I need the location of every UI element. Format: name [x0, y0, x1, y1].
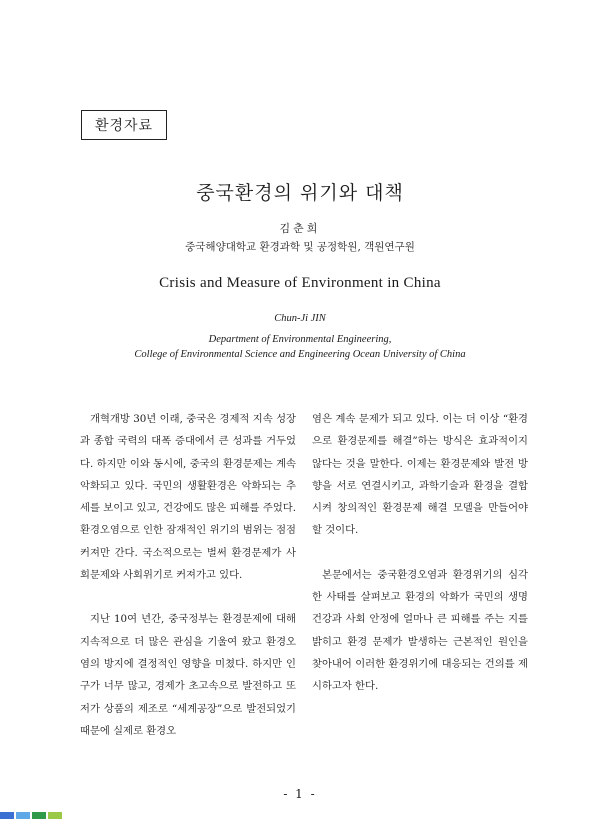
body-column-right: [312, 408, 528, 698]
body-paragraph: 본문에서는 중국환경오염과 환경위기의 심각한 사태를 살펴보고 환경의 악화가 국민의 생명건강과 사회 안정에 얼마나 큰 피해를 주는 지를 밝히고 환경 문제가 발생하는 근본적인 원인을 찾아내어 이러한 환경위기에 대응되는 건의를 제시하고자 한다.: [312, 568, 528, 693]
department-english: Department of Environmental Engineering,: [208, 334, 392, 345]
author-name-english: Chun-Ji JIN: [274, 313, 326, 324]
body-column-left: [80, 408, 296, 742]
page-number: - 1 -: [283, 787, 317, 801]
footer-color-bar: [0, 812, 70, 819]
footer-swatch: [0, 812, 14, 819]
body-paragraph: 개혁개방 30년 이래, 중국은 경제적 지속 성장과 종합 국력의 대폭 증대에서 큰 성과를 거두었다. 하지만 이와 동시에, 중국의 환경문제는 계속 악화되고 있다. 국민의 생활환경은 악화되는 추세를 보이고 있고, 건강에도 많은 피해를 주었다. 환경오염으로 인한 잠재적인 위기의 범위는 점점 커져만 간다. 국소적으로는 벌써 환경문제가 사회문제와 사회위기로 커져가고 있다.: [80, 413, 296, 582]
footer-swatch: [16, 812, 30, 819]
author-affiliation-korean: 중국해양대학교 환경과학 및 공정학원, 객원연구원: [185, 241, 415, 253]
category-label: 환경자료: [81, 110, 167, 140]
footer-swatch: [32, 812, 46, 819]
author-name-korean: 김춘희: [279, 222, 321, 235]
paper-title-english: Crisis and Measure of Environment in China: [159, 275, 441, 291]
body-paragraph-continued: 염은 계속 문제가 되고 있다. 이는 더 이상 “환경으로 환경문제를 해결”하는 방식은 효과적이지 않다는 것을 말한다. 이제는 환경문제와 발전 방향을 서로 연결시키고, 과학기술과 환경을 결합시켜 창의적인 환경문제 해결 모델을 만들어야 할 것이다.: [312, 413, 528, 537]
body-paragraph: 지난 10여 년간, 중국정부는 환경문제에 대해 지속적으로 더 많은 관심을 기울여 왔고 환경오염의 방지에 결정적인 영향을 미쳤다. 하지만 인구가 너무 많고, 경제가 초고속으로 발전하고 또 저가 상품의 제조로 “세계공장”으로 발전되었기 때문에 실제로 환경오: [80, 613, 296, 737]
footer-swatch: [48, 812, 62, 819]
college-english: College of Environmental Science and Engineering Ocean University of China: [134, 349, 466, 360]
paper-title-korean: 중국환경의 위기와 대책: [196, 182, 404, 204]
